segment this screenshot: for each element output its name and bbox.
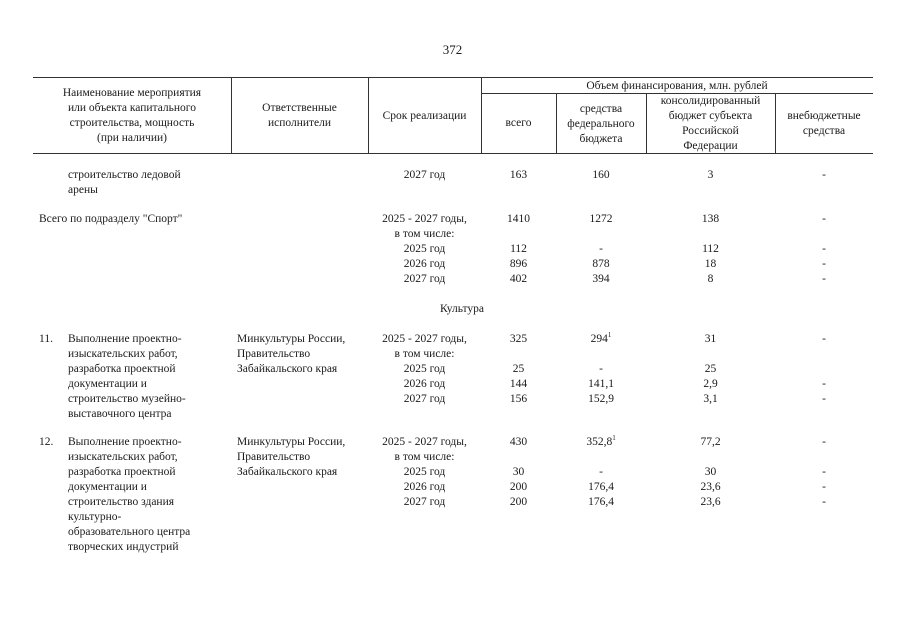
- row-ice-extra: -: [822, 169, 826, 181]
- header-funding-title: Объем финансирования, млн. рублей: [586, 80, 768, 92]
- item-11-period: 2025 - 2027 годы, в том числе: 2025 год 2026 год 2027 год: [382, 333, 467, 405]
- row-sport-total-name: Всего по подразделу "Спорт": [39, 213, 183, 225]
- item-12-federal: [556, 435, 646, 510]
- row-sport-total-total: 1410 112 896 402: [507, 213, 530, 285]
- item-12-federal-rest: - 176,4 176,4: [588, 466, 614, 508]
- footnote-marker: 1: [607, 331, 612, 340]
- item-11-executors: Минкультуры России, Правительство Забайкальского края: [237, 333, 346, 375]
- row-ice-regional: 3: [707, 169, 714, 181]
- item-11-extra: - - -: [822, 333, 826, 405]
- item-11-federal-first: 294: [590, 333, 608, 345]
- item-11-federal: [556, 332, 646, 407]
- row-ice-period: 2027 год: [403, 169, 446, 181]
- row-ice-name: строительство ледовой арены: [68, 169, 181, 196]
- item-11-number: 11.: [39, 333, 53, 345]
- header-col-extra: внебюджетные средства: [787, 110, 861, 137]
- header-col-name: Наименование мероприятия или объекта капитального строительства, мощность (при наличии): [62, 87, 202, 144]
- item-12-total: 430 30 200 200: [509, 436, 528, 508]
- item-11-federal-rest: - 141,1 152,9: [588, 363, 614, 405]
- header-col-period: Срок реализации: [382, 110, 467, 122]
- header-col-regional: консолидированный бюджет субъекта Российской Федерации: [660, 95, 761, 152]
- item-12-period: 2025 - 2027 годы, в том числе: 2025 год 2026 год 2027 год: [382, 436, 467, 508]
- item-12-extra: - - - -: [822, 436, 826, 508]
- row-sport-total-regional: 138 112 18 8: [701, 213, 720, 285]
- row-ice-federal: 160: [592, 169, 610, 181]
- item-12-number: 12.: [39, 436, 54, 448]
- item-12-regional: 77,2 30 23,6 23,6: [700, 436, 721, 508]
- header-col-total: всего: [505, 117, 532, 129]
- row-sport-total-period: 2025 - 2027 годы, в том числе: 2025 год 2026 год 2027 год: [382, 213, 467, 285]
- row-sport-total-federal: 1272 - 878 394: [589, 213, 613, 285]
- header-col-federal: средства федерального бюджета: [567, 103, 635, 145]
- row-sport-total-extra: - - - -: [822, 213, 826, 285]
- item-11-regional: 31 25 2,9 3,1: [703, 333, 718, 405]
- footnote-marker: 1: [612, 434, 616, 443]
- section-heading-culture: Культура: [439, 303, 485, 315]
- row-ice-total: 163: [509, 169, 528, 181]
- item-12-name: Выполнение проектно- изыскательских работ, разработка проектной документации и строительство здания культурно- образовательного центра творческих индустрий: [68, 436, 191, 553]
- item-11-total: 325 25 144 156: [509, 333, 528, 405]
- item-11-name: Выполнение проектно- изыскательских работ, разработка проектной документации и строительство музейно- выставочного центра: [68, 333, 186, 420]
- table-top-rule: [33, 77, 873, 78]
- page-number: 372: [442, 42, 463, 57]
- item-12-executors: Минкультуры России, Правительство Забайкальского края: [237, 436, 346, 478]
- item-12-federal-first: 352,8: [586, 436, 613, 448]
- header-col-executors: Ответственные исполнители: [262, 102, 337, 129]
